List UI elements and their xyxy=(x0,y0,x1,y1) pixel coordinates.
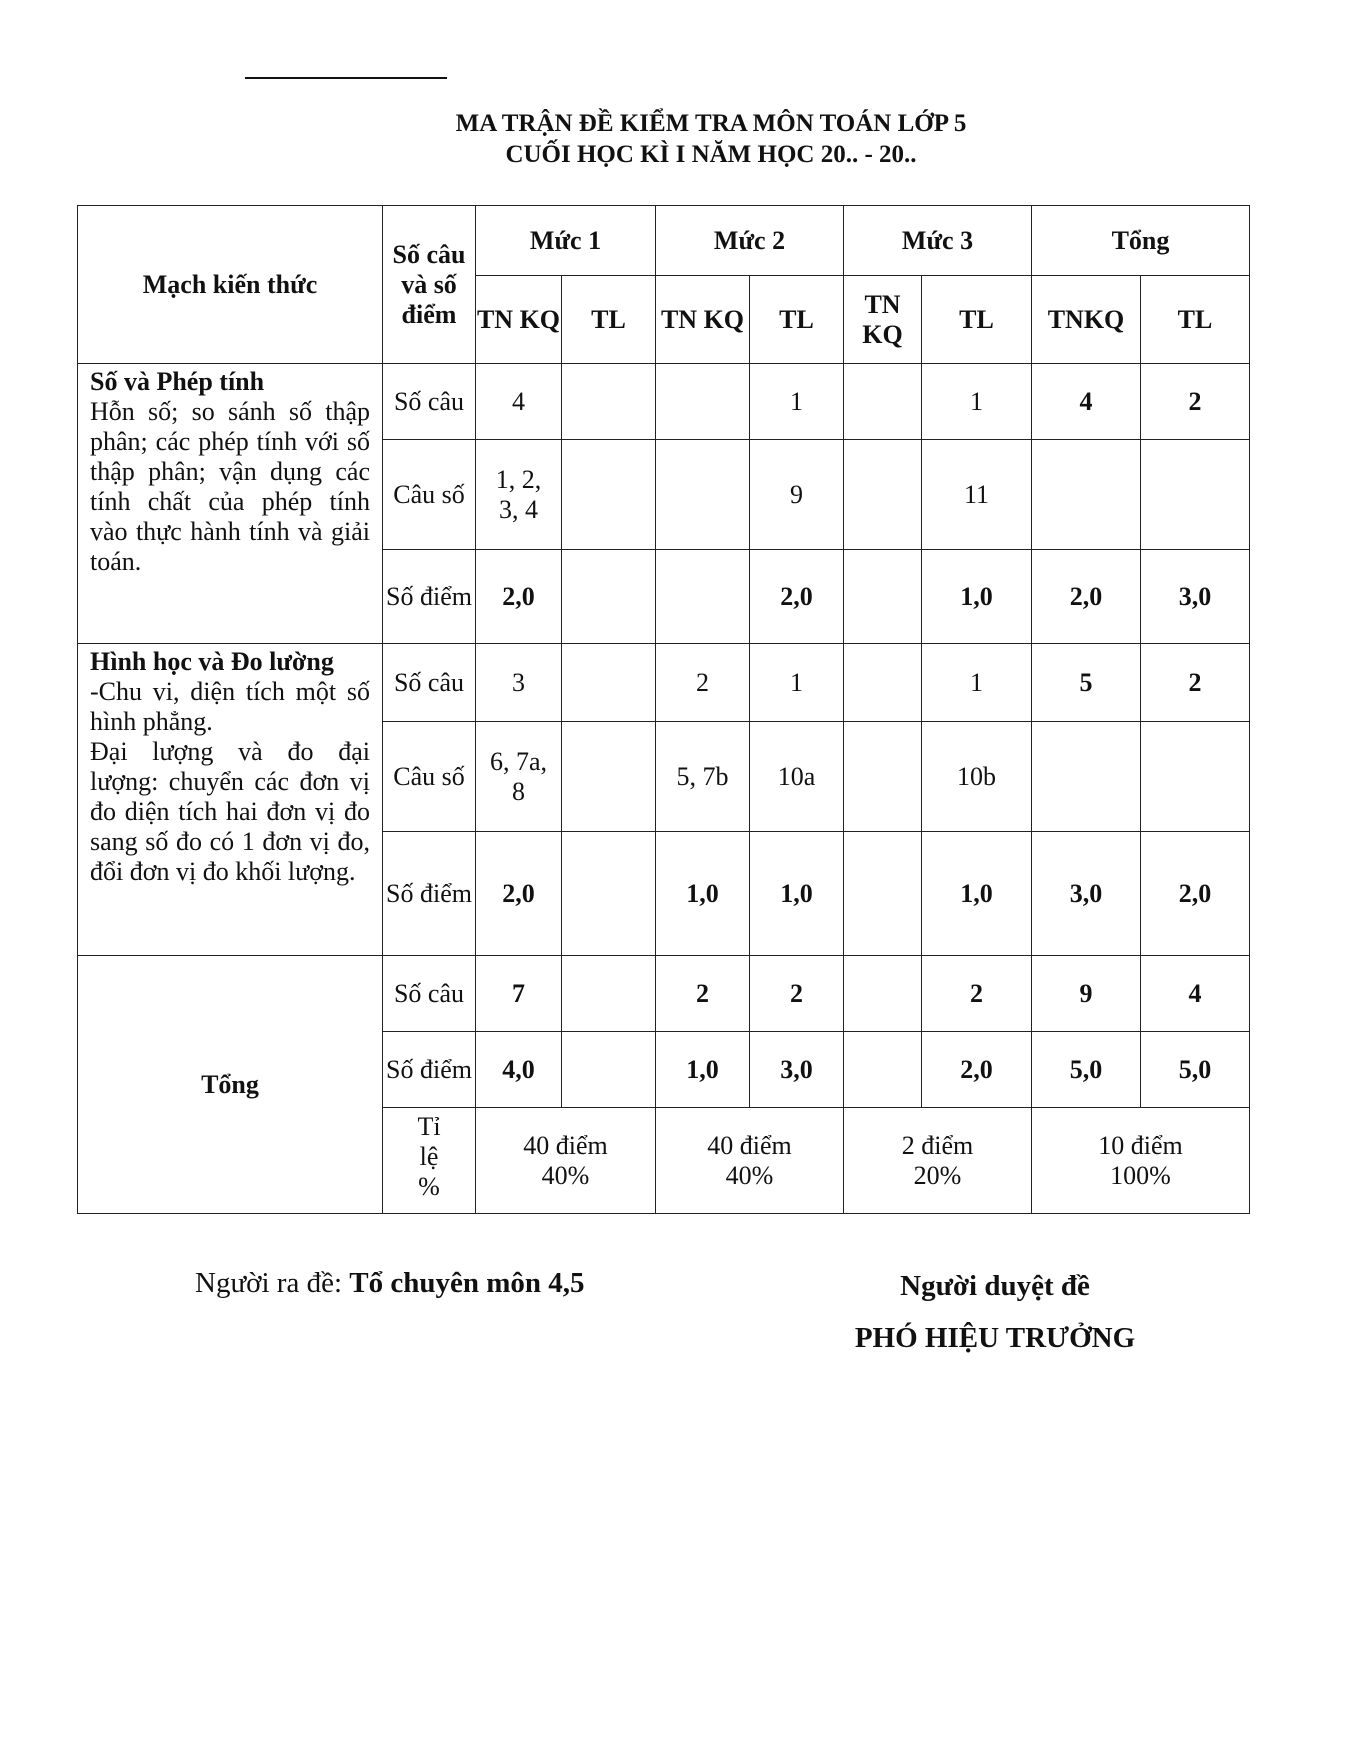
table-cell: 2,0 xyxy=(922,1032,1032,1108)
table-cell: 1,0 xyxy=(656,1032,750,1108)
ratio-level-1 xyxy=(476,1108,656,1214)
table-cell xyxy=(562,1032,656,1108)
exam-matrix-table xyxy=(77,205,1250,1214)
header-level-1: Mức 1 xyxy=(476,206,656,276)
ratio-level-2 xyxy=(656,1108,844,1214)
table-cell xyxy=(844,956,922,1032)
table-cell: 6, 7a, 8 xyxy=(476,722,562,832)
document-subtitle: CUỐI HỌC KÌ I NĂM HỌC 20.. - 20.. xyxy=(505,141,917,168)
row-label-ratio xyxy=(383,1108,476,1214)
table-cell: 11 xyxy=(922,440,1032,550)
table-cell: 3,0 xyxy=(1032,832,1141,956)
author-signature xyxy=(195,1265,585,1301)
table-cell: 2,0 xyxy=(1141,832,1250,956)
table-cell xyxy=(1032,722,1141,832)
row-label: Số điểm xyxy=(383,550,476,644)
table-cell xyxy=(656,440,750,550)
table-cell xyxy=(562,722,656,832)
ratio-percent: 20% xyxy=(913,1160,962,1190)
approver-title: PHÓ HIỆU TRƯỞNG xyxy=(854,1322,1136,1354)
header-m1-tn: TN KQ xyxy=(476,276,562,364)
header-m2-tl: TL xyxy=(750,276,844,364)
top-rule xyxy=(245,77,447,79)
section-1-title: Số và Phép tính xyxy=(90,367,265,396)
table-cell: 4 xyxy=(1141,956,1250,1032)
table-cell: 2 xyxy=(656,644,750,722)
section-2-text-2: Đại lượng và đo đại lượng: chuyển các đơn vị đo diện tích hai đơn vị đo sang số đo có 1 đơn vị đo, đổi đơn vị đo khối lượng. xyxy=(90,737,370,886)
section-2-title: Hình học và Đo lường xyxy=(90,647,334,676)
table-cell: 4,0 xyxy=(476,1032,562,1108)
table-cell: 2 xyxy=(922,956,1032,1032)
approver-signature xyxy=(780,1260,1210,1364)
ratio-percent: 40% xyxy=(541,1160,590,1190)
table-cell xyxy=(844,644,922,722)
ratio-percent: 40% xyxy=(725,1160,774,1190)
table-cell xyxy=(844,832,922,956)
table-cell xyxy=(656,550,750,644)
table-cell: 2,0 xyxy=(476,832,562,956)
table-cell: 5,0 xyxy=(1032,1032,1141,1108)
row-label: Câu số xyxy=(383,440,476,550)
table-cell: 1 xyxy=(922,644,1032,722)
table-cell: 2,0 xyxy=(476,550,562,644)
header-total-tl: TL xyxy=(1141,276,1250,364)
table-cell xyxy=(562,364,656,440)
ratio-points: 2 điểm xyxy=(901,1130,974,1160)
table-cell: 3 xyxy=(476,644,562,722)
table-cell: 1 xyxy=(750,644,844,722)
table-cell: 4 xyxy=(1032,364,1141,440)
header-total: Tổng xyxy=(1032,206,1250,276)
table-cell: 3,0 xyxy=(1141,550,1250,644)
table-cell xyxy=(562,440,656,550)
section-2-description xyxy=(78,644,383,956)
header-m3-tl: TL xyxy=(922,276,1032,364)
table-cell xyxy=(1032,440,1141,550)
header-level-3: Mức 3 xyxy=(844,206,1032,276)
table-cell: 2,0 xyxy=(1032,550,1141,644)
table-cell xyxy=(844,364,922,440)
table-cell: 9 xyxy=(1032,956,1141,1032)
header-level-2: Mức 2 xyxy=(656,206,844,276)
table-cell xyxy=(656,364,750,440)
table-cell: 2 xyxy=(750,956,844,1032)
section-1-description xyxy=(78,364,383,644)
approver-label: Người duyệt đề xyxy=(900,1270,1090,1302)
table-cell: 7 xyxy=(476,956,562,1032)
row-label: Số câu xyxy=(383,364,476,440)
ratio-points: 40 điểm xyxy=(523,1130,608,1160)
row-label: Số điểm xyxy=(383,1032,476,1108)
ratio-level-3 xyxy=(844,1108,1032,1214)
table-cell xyxy=(562,644,656,722)
ratio-total xyxy=(1032,1108,1250,1214)
header-topic: Mạch kiến thức xyxy=(78,206,383,364)
table-cell: 5, 7b xyxy=(656,722,750,832)
table-cell: 1,0 xyxy=(922,832,1032,956)
section-1-text: Hỗn số; so sánh số thập phân; các phép tính với số thập phân; vận dụng các tính chất của phép tính vào thực hành tính và giải toán. xyxy=(90,397,370,576)
table-cell xyxy=(562,956,656,1032)
document-title: MA TRẬN ĐỀ KIỂM TRA MÔN TOÁN LỚP 5 xyxy=(455,110,967,137)
table-cell xyxy=(1141,722,1250,832)
total-row-label: Tổng xyxy=(78,956,383,1214)
table-cell: 1,0 xyxy=(922,550,1032,644)
header-m2-tn: TN KQ xyxy=(656,276,750,364)
row-label: Số điểm xyxy=(383,832,476,956)
table-cell xyxy=(1141,440,1250,550)
table-cell: 9 xyxy=(750,440,844,550)
row-label: Số câu xyxy=(383,956,476,1032)
table-cell: 2 xyxy=(656,956,750,1032)
row-label: Câu số xyxy=(383,722,476,832)
row-label: Số câu xyxy=(383,644,476,722)
header-total-tn: TNKQ xyxy=(1032,276,1141,364)
table-cell: 2 xyxy=(1141,644,1250,722)
table-cell: 5 xyxy=(1032,644,1141,722)
table-cell: 2 xyxy=(1141,364,1250,440)
header-count-label: Số câu và số điểm xyxy=(383,206,476,364)
ratio-percent: 100% xyxy=(1110,1160,1171,1190)
header-m3-tn: TN KQ xyxy=(844,276,922,364)
table-cell: 2,0 xyxy=(750,550,844,644)
table-cell xyxy=(562,550,656,644)
table-cell: 1,0 xyxy=(750,832,844,956)
table-cell: 10a xyxy=(750,722,844,832)
table-cell xyxy=(844,550,922,644)
table-cell xyxy=(562,832,656,956)
table-cell: 1, 2, 3, 4 xyxy=(476,440,562,550)
ratio-points: 10 điểm xyxy=(1098,1130,1183,1160)
table-cell: 10b xyxy=(922,722,1032,832)
ratio-points: 40 điểm xyxy=(707,1130,792,1160)
table-cell: 1 xyxy=(922,364,1032,440)
table-cell: 4 xyxy=(476,364,562,440)
header-m1-tl: TL xyxy=(562,276,656,364)
ratio-label-text: Tỉ lệ % xyxy=(417,1112,441,1201)
table-cell xyxy=(844,440,922,550)
table-cell: 1,0 xyxy=(656,832,750,956)
table-cell: 5,0 xyxy=(1141,1032,1250,1108)
section-2-text-1: -Chu vi, diện tích một số hình phẳng. xyxy=(90,677,370,736)
table-cell: 1 xyxy=(750,364,844,440)
author-value: Tổ chuyên môn 4,5 xyxy=(349,1267,585,1299)
table-cell xyxy=(844,722,922,832)
table-cell: 3,0 xyxy=(750,1032,844,1108)
author-label: Người ra đề: xyxy=(195,1267,343,1299)
table-cell xyxy=(844,1032,922,1108)
